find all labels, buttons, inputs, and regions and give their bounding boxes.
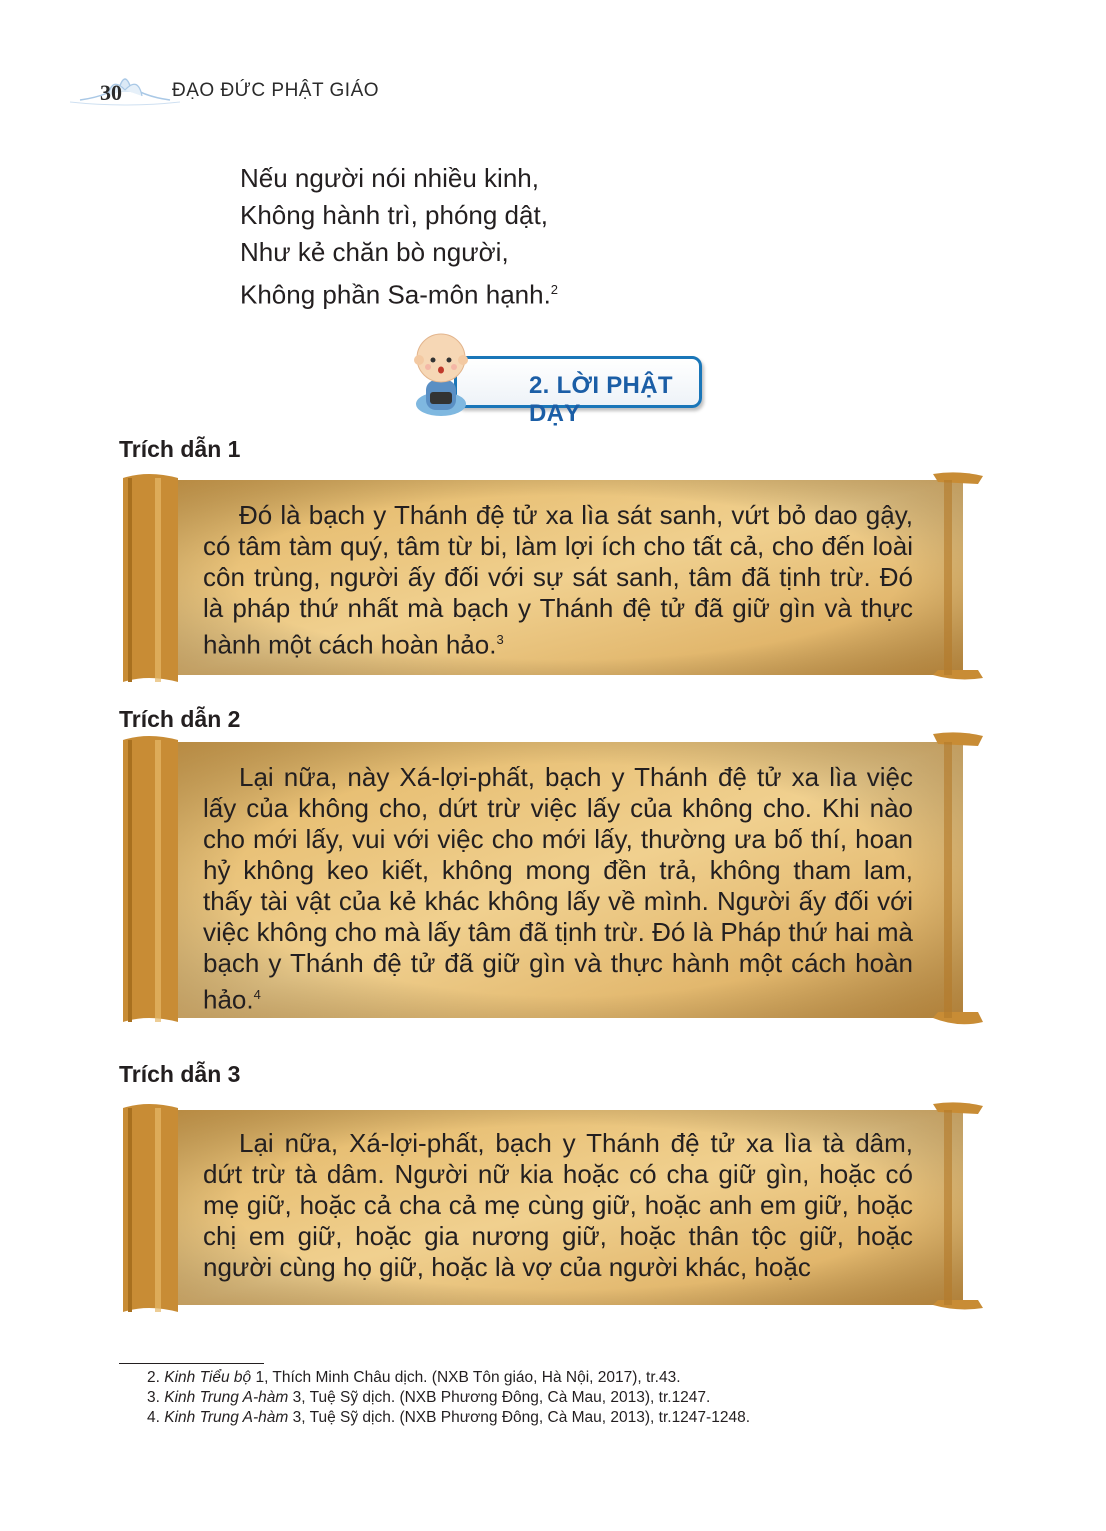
footnote-text: 3, Tuệ Sỹ dịch. (NXB Phương Đông, Cà Mau, 2013), tr.1247. bbox=[288, 1389, 711, 1406]
section-title: 2. LỜI PHẬT DẠY bbox=[529, 372, 673, 427]
footnotes bbox=[147, 1368, 750, 1428]
footnote-title: Kinh Trung A-hàm bbox=[164, 1409, 289, 1426]
quote-body: Đó là bạch y Thánh đệ tử xa lìa sát sanh, vứt bỏ dao gậy, có tâm tàm quý, tâm từ bi, làm lợi ích cho tất cả, cho đến loài côn trùng, người ấy đối với sự sát sanh, tâm đã tịnh trừ. Đó là pháp thứ nhất mà bạch y Thánh đệ tử đã giữ gìn và thực hành một cách hoàn hảo. bbox=[203, 500, 913, 660]
footnote-ref: 4 bbox=[253, 987, 261, 1002]
footnote-number: 2. bbox=[147, 1369, 160, 1386]
lotus-icon bbox=[70, 62, 180, 110]
footnote-item bbox=[147, 1388, 750, 1408]
quote-body: Lại nữa, này Xá-lợi-phất, bạch y Thánh đệ tử xa lìa việc lấy của không cho, dứt trừ việc lấy của không cho. Khi nào cho mới lấy, vui với việc cho mới lấy, thường ưa bố thí, hoan hỷ không keo kiết, không mong đền trả, không tham lam, thấy tài vật của kẻ khác không lấy về mình. Người ấy đối với việc không cho mà lấy tâm đã tịnh trừ. Đó là Pháp thứ hai mà bạch y Thánh đệ tử đã giữ gìn và thực hành một cách hoàn hảo. bbox=[203, 762, 913, 1015]
poem-line-text: Không phần Sa-môn hạnh. bbox=[240, 279, 551, 310]
section-title-box bbox=[454, 356, 702, 427]
footnote-number: 3. bbox=[147, 1389, 160, 1406]
section-badge bbox=[406, 330, 702, 427]
quote-body: Lại nữa, Xá-lợi-phất, bạch y Thánh đệ tử xa lìa tà dâm, dứt trừ tà dâm. Người nữ kia hoặc có cha giữ gìn, hoặc có mẹ giữ, hoặc cả cha cả mẹ cùng giữ, hoặc anh em giữ, hoặc chị em giữ, hoặc gia nương giữ, hoặc thân tộc giữ, hoặc người cùng họ giữ, hoặc là vợ của người khác, hoặc bbox=[203, 1128, 913, 1282]
monk-illustration-icon bbox=[406, 330, 476, 420]
poem-line: Nếu người nói nhiều kinh, bbox=[240, 163, 539, 193]
footnote-ref: 2 bbox=[550, 282, 559, 297]
poem bbox=[240, 160, 558, 314]
poem-line: Như kẻ chăn bò người, bbox=[240, 237, 509, 267]
page-number: 30 bbox=[100, 80, 122, 105]
quote-text bbox=[203, 1128, 913, 1283]
running-title: ĐẠO ĐỨC PHẬT GIÁO bbox=[172, 80, 380, 101]
poem-line bbox=[240, 271, 558, 314]
quote-text bbox=[203, 762, 913, 1016]
quote-heading: Trích dẫn 2 bbox=[119, 706, 241, 732]
footnote-text: 1, Thích Minh Châu dịch. (NXB Tôn giáo, Hà Nội, 2017), tr.43. bbox=[251, 1369, 681, 1386]
footnote-title: Kinh Trung A-hàm bbox=[164, 1389, 289, 1406]
quote-heading: Trích dẫn 3 bbox=[119, 1061, 241, 1087]
quote-heading: Trích dẫn 1 bbox=[119, 436, 241, 462]
footnote-item bbox=[147, 1408, 750, 1428]
footnote-item bbox=[147, 1368, 750, 1388]
quote-text bbox=[203, 500, 913, 661]
footnote-divider bbox=[119, 1363, 264, 1364]
scroll-panel bbox=[118, 470, 988, 685]
footnote-ref: 3 bbox=[496, 632, 504, 647]
footnote-text: 3, Tuệ Sỹ dịch. (NXB Phương Đông, Cà Mau, 2013), tr.1247-1248. bbox=[288, 1409, 750, 1426]
footnote-title: Kinh Tiểu bộ bbox=[164, 1369, 252, 1386]
footnote-number: 4. bbox=[147, 1409, 160, 1426]
poem-line: Không hành trì, phóng dật, bbox=[240, 200, 548, 230]
scroll-panel bbox=[118, 730, 988, 1030]
scroll-panel bbox=[118, 1100, 988, 1315]
